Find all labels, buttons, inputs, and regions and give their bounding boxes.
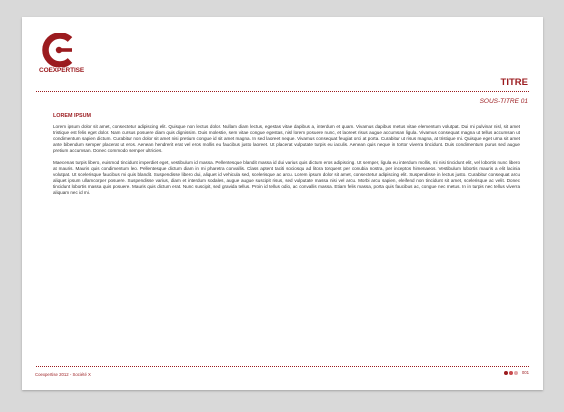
footer-divider (36, 366, 529, 367)
page-title: TITRE (500, 77, 528, 88)
footer-text: Coexpertise 2012 - Société X (35, 372, 91, 377)
pagination-dot (504, 371, 508, 375)
page-subtitle: SOUS-TITRE 01 (479, 98, 528, 105)
section-heading: LOREM IPSUM (53, 113, 92, 119)
paragraph: Lorem ipsum dolor sit amet, consectetur adipiscing elit. Quisque non lectus dolor. Nullam diam lectus, egestas vitae dapibus a, interdum et quam. Vivamus dapibus metus vitae elementum volutpat. Dui mi pulvinar nisl, sit amet tristique est felis eget dolor. Nam cursus posuere diam quis dignissim. Duis molestie, sem vitae congue egestas, nisl lorem posuere nunc, et laoreet risus augue accumsan ligula. Vivamus consequat magna ut tellus accumsan ut condimentum sapien dictum. Curabitur non dolor sit amet nisi pretium congue id sit amet magna. In sed laoreet neque. Vivamus consequat feugiat orci at porta. Curabitur ut risus magna, at tristique mi. Quisque eget urna sit amet ante bibendum semper placerat ut eros. Aenean hendrerit erat vel eros mollis eu faucibus justo laoreet. Ut placerat vulputate turpis eu iaculis. Aenean quis neque in tortor viverra tincidunt. Duis condimentum purus sed augue pretium accumsan. Donec commodo semper ultricies. (53, 124, 520, 153)
coexpertise-c-logo-icon (41, 33, 79, 67)
paragraph: Maecenas turpis libero, euismod tincidunt imperdiet eget, vestibulum id massa. Pellentesque blandit massa id dui varius quis dictum eros adipiscing. Ut semper, ligula eu interdum mollis, mi nisi tincidunt elit, vel lobortis nunc libero at mauris. Mauris quis condimentum leo. Pellentesque dictum diam in mi pharetra convallis. Class aptent taciti sociosqu ad litora torquent per conubia nostra, per inceptos himenaeos. Vestibulum lobortis mauris a elit lacinia volutpat. Ut scelerisque faucibus mi quis blandit. Suspendisse libero dui, aliquet id vehicula sed, scelerisque ac arcu. Lorem ipsum dolor sit amet, consectetur adipiscing elit. Suspendisse in lectus justo. Curabitur consequat arcu aliquet ipsum ullamcorper posuere. Suspendisse varius, diam et interdum sodales, augue augue suscipit risus, sed vulputate massa nisi vel arcu. Morbi arcu sapien, eleifend non tincidunt sit amet, scelerisque ac velit. Donec tincidunt lobortis massa quis posuere. Mauris quis dictum erat. Nunc suscipit, sed gravida tellus. Proin id tellus odio, ac convallis massa. Etiam felis massa, porta quis faucibus ac, congue nec metus. In in turpis nec tellus viverra aliquam nec id mi. (53, 160, 520, 195)
pagination-dot (514, 371, 518, 375)
footer-pagination (504, 370, 529, 375)
header-divider (36, 91, 529, 92)
document-page (22, 17, 543, 390)
body-text (53, 124, 520, 202)
pagination-dot (509, 371, 513, 375)
logo-text: COEXPERTISE (39, 67, 85, 74)
company-logo (39, 33, 85, 74)
pagination-dots-icon (504, 371, 518, 375)
page-number: 001 (521, 370, 529, 375)
